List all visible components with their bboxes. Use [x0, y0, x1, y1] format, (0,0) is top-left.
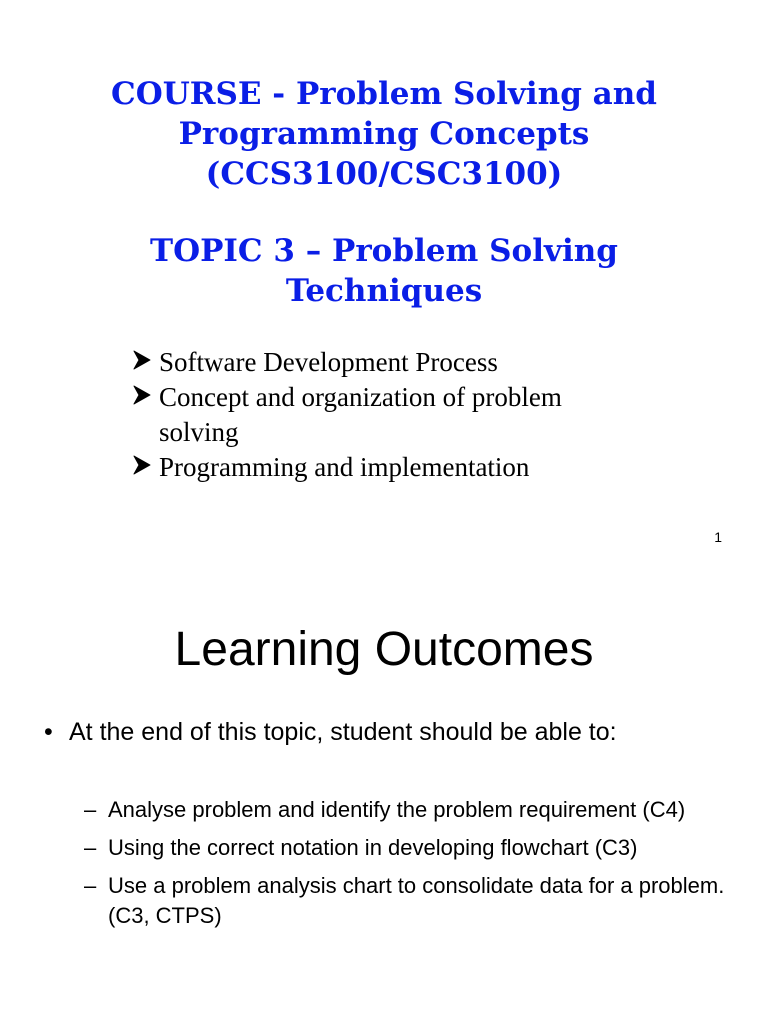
- topic-bullet-list: [132, 345, 632, 485]
- outcome-text: Analyse problem and identify the problem requirement (C4): [108, 797, 686, 822]
- arrow-bullet-icon: [132, 384, 152, 406]
- arrow-bullet-icon: [132, 454, 152, 476]
- topic-bullet-text: Software Development Process: [159, 347, 498, 377]
- intro-text: At the end of this topic, student should be able to:: [69, 718, 617, 746]
- course-title: [0, 74, 768, 194]
- dash-bullet-icon: –: [84, 835, 97, 860]
- outcome-text: Using the correct notation in developing flowchart (C3): [108, 835, 638, 860]
- course-title-line-1: COURSE - Problem Solving and: [111, 76, 657, 112]
- outcome-text: Use a problem analysis chart to consolidate data for a problem. (C3, CTPS): [108, 873, 725, 928]
- topic-bullet-item: [132, 345, 632, 380]
- outcomes-list: [84, 795, 744, 939]
- bullet-dot-icon: •: [44, 718, 53, 746]
- slide-2: [0, 560, 768, 1024]
- topic-bullet-text: Concept and organization of problem solving: [159, 382, 562, 447]
- outcome-item: [84, 871, 744, 931]
- topic-bullet-item: [132, 380, 632, 450]
- topic-title: [0, 231, 768, 311]
- arrow-bullet-icon: [132, 349, 152, 371]
- outcome-item: [84, 795, 744, 825]
- course-code: (CCS3100/CSC3100): [205, 156, 563, 192]
- page-number: 1: [714, 529, 722, 545]
- topic-bullet-item: [132, 450, 632, 485]
- learning-outcomes-title: Learning Outcomes: [174, 623, 594, 676]
- outcome-item: [84, 833, 744, 863]
- course-title-line-2: Programming Concepts: [178, 116, 590, 152]
- dash-bullet-icon: –: [84, 797, 97, 822]
- dash-bullet-icon: –: [84, 873, 97, 898]
- topic-title-line-1: TOPIC 3 – Problem Solving: [150, 233, 618, 269]
- topic-title-line-2: Techniques: [285, 273, 483, 309]
- topic-bullet-text: Programming and implementation: [159, 452, 530, 482]
